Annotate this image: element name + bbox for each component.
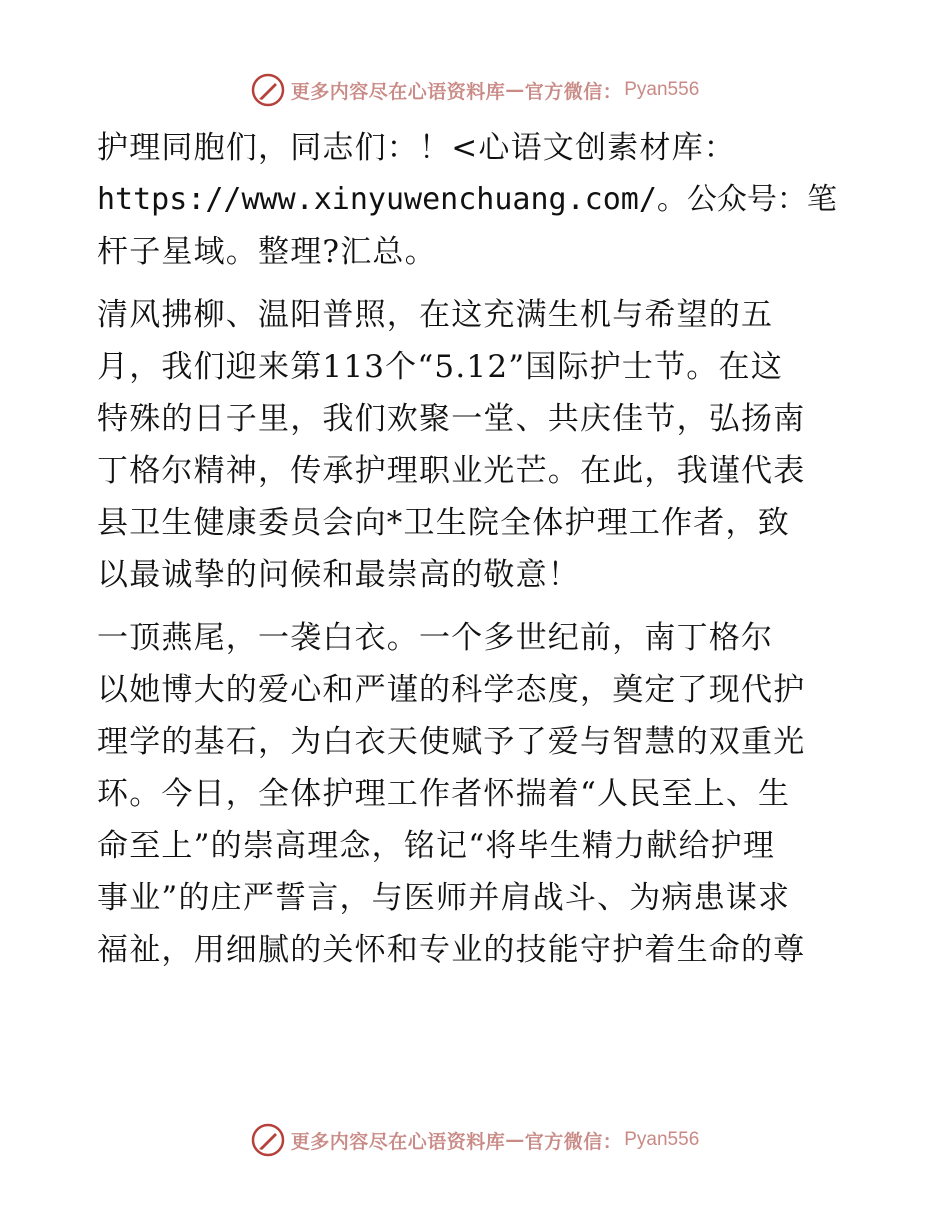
paragraph-intro xyxy=(97,289,857,601)
header-site-text: 更多内容尽在心语资料库 xyxy=(290,80,506,103)
header-banner xyxy=(0,70,950,110)
text-line: 月，我们迎来第113个“5.12”国际护士节。在这 xyxy=(97,349,783,385)
header-dash: — xyxy=(505,79,525,101)
text-line: 以她博大的爱心和严谨的科学态度，奠定了现代护 xyxy=(97,672,806,708)
text-line: 命至上”的崇高理念，铭记“将毕生精力献给护理 xyxy=(97,828,776,864)
text-line: 事业”的庄严誓言，与医师并肩战斗、为病患谋求 xyxy=(97,880,791,916)
header-wechat-id: Pyan556 xyxy=(624,79,700,100)
text-line: 一顶燕尾，一袭白衣。一个多世纪前，南丁格尔 xyxy=(97,620,774,656)
feather-pen-logo-icon xyxy=(251,73,285,107)
text-line: 护理同胞们，同志们：！<心语文创素材库： xyxy=(97,130,736,166)
document-body xyxy=(97,122,857,987)
header-wechat-label: 官方微信： xyxy=(524,80,623,103)
footer-wechat-label: 官方微信： xyxy=(524,1130,623,1153)
text-line: 以最诚挚的问候和最崇高的敬意！ xyxy=(97,557,580,593)
text-line: 环。今日，全体护理工作者怀揣着“人民至上、生 xyxy=(97,776,791,812)
text-line: 理学的基石，为白衣天使赋予了爱与智慧的双重光 xyxy=(97,724,806,760)
text-line: 丁格尔精神，传承护理职业光芒。在此，我谨代表 xyxy=(97,453,806,489)
text-line-url: https://www.xinyuwenchuang.com/。公众号：笔 xyxy=(97,182,837,217)
footer-wechat-id: Pyan556 xyxy=(624,1129,700,1150)
text-line: 特殊的日子里，我们欢聚一堂、共庆佳节，弘扬南 xyxy=(97,401,806,437)
footer-banner xyxy=(0,1120,950,1160)
footer-dash: — xyxy=(505,1129,525,1151)
paragraph-greeting xyxy=(97,122,857,278)
text-line: 县卫生健康委员会向*卫生院全体护理工作者，致 xyxy=(97,505,790,541)
paragraph-nightingale xyxy=(97,612,857,976)
text-line: 福祉，用细腻的关怀和专业的技能守护着生命的尊 xyxy=(97,932,806,968)
feather-pen-logo-icon xyxy=(251,1123,285,1157)
text-line: 清风拂柳、温阳普照，在这充满生机与希望的五 xyxy=(97,297,774,333)
text-line: 杆子星域。整理?汇总。 xyxy=(97,234,437,270)
footer-site-text: 更多内容尽在心语资料库 xyxy=(290,1130,506,1153)
